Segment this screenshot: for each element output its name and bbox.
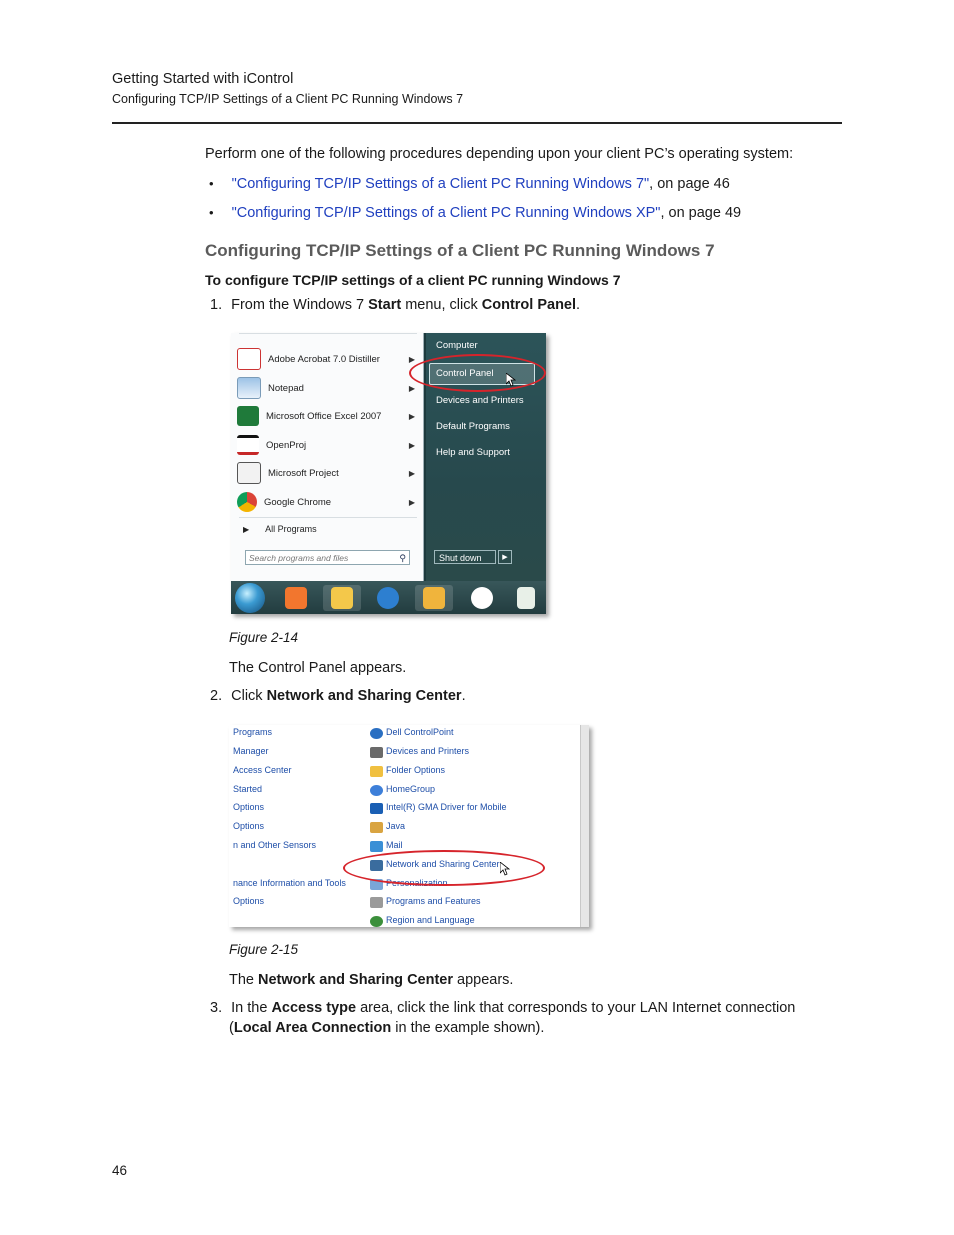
programs-features-icon: [370, 897, 383, 908]
right-item-computer[interactable]: Computer: [436, 340, 478, 351]
taskbar-gtalk[interactable]: [463, 585, 501, 611]
figure-caption-1: Figure 2-14: [229, 630, 299, 645]
link-windows7[interactable]: "Configuring TCP/IP Settings of a Client PC Running Windows 7": [231, 176, 650, 192]
cp-item-programs-features[interactable]: Programs and Features: [386, 896, 481, 906]
openproj-icon: [237, 435, 259, 455]
arrow-right-icon: ▶: [243, 524, 250, 534]
taskbar: [231, 581, 546, 614]
msproject-icon: [237, 462, 261, 484]
acrobat-icon: [237, 348, 261, 370]
right-item-help-support[interactable]: Help and Support: [436, 447, 510, 458]
result-bold: Network and Sharing Center: [258, 972, 453, 988]
header-rule: [112, 122, 842, 124]
right-item-control-panel[interactable]: Control Panel: [436, 368, 494, 379]
chrome-icon: [237, 492, 257, 512]
start-menu-item-chrome[interactable]: [237, 490, 419, 514]
step-text: in the example shown).: [391, 1020, 545, 1036]
running-header-title: Getting Started with iControl: [112, 71, 294, 87]
dell-controlpoint-icon: [370, 728, 383, 739]
cp-left-item[interactable]: Options: [233, 896, 265, 906]
start-menu-item-notepad[interactable]: [237, 376, 419, 400]
start-menu-item-acrobat[interactable]: [237, 347, 419, 371]
search-icon: ⚲: [399, 553, 406, 563]
start-menu-item-excel[interactable]: [237, 404, 419, 428]
step-text: Click: [231, 688, 267, 704]
step-bold: Local Area Connection: [233, 1020, 392, 1036]
result-text: The: [229, 972, 259, 988]
taskbar-outlook[interactable]: [415, 585, 453, 611]
cp-item-folder-options[interactable]: Folder Options: [386, 765, 446, 775]
item-label: Microsoft Office Excel 2007: [266, 410, 382, 422]
item-label: Microsoft Project: [268, 467, 339, 479]
folder-icon: [331, 587, 353, 609]
java-icon: [370, 822, 383, 833]
item-label: Google Chrome: [264, 496, 332, 508]
taskbar-explorer[interactable]: [323, 585, 361, 611]
folder-icon: [370, 766, 383, 777]
bullet-suffix: , on page 49: [660, 205, 742, 221]
step-number: 2.: [210, 688, 223, 704]
control-panel-screenshot: [229, 725, 589, 927]
cp-left-item[interactable]: Started: [233, 784, 263, 794]
start-orb-icon[interactable]: [235, 583, 265, 613]
submenu-arrow-icon: ▶: [408, 497, 415, 507]
step-text: (: [229, 1020, 234, 1036]
shutdown-options-icon[interactable]: ▶: [498, 550, 512, 564]
submenu-arrow-icon: ▶: [408, 468, 415, 478]
cp-left-item[interactable]: Options: [233, 802, 265, 812]
cp-left-item[interactable]: Access Center: [233, 765, 292, 775]
cp-item-java[interactable]: Java: [386, 821, 406, 831]
page-number: 46: [112, 1163, 128, 1178]
submenu-arrow-icon: ▶: [408, 411, 415, 421]
bullet-item-2: [209, 205, 741, 221]
internet-explorer-icon: [377, 587, 399, 609]
divider: [239, 333, 417, 334]
cp-item-intel-gma[interactable]: Intel(R) GMA Driver for Mobile: [386, 802, 507, 812]
step-number: 1.: [210, 297, 223, 313]
right-item-devices-printers[interactable]: Devices and Printers: [436, 395, 524, 406]
submenu-arrow-icon: ▶: [408, 354, 415, 364]
cp-left-item[interactable]: Manager: [233, 746, 269, 756]
step-bold: Network and Sharing Center: [266, 688, 462, 704]
step-text: In the: [231, 1000, 272, 1016]
cp-left-item[interactable]: nance Information and Tools: [233, 878, 346, 888]
step-bold: Start: [368, 297, 402, 313]
step-text: menu, click: [401, 297, 482, 313]
step-bold: Control Panel: [481, 297, 577, 313]
cp-item-region-language[interactable]: Region and Language: [386, 915, 475, 925]
tray-app-icon: [517, 587, 535, 609]
media-player-icon: [285, 587, 307, 609]
outlook-icon: [423, 587, 445, 609]
result-text-1: The Control Panel appears.: [229, 660, 407, 676]
step-3-continued: [229, 1020, 544, 1036]
highlight-ellipse: [409, 354, 546, 392]
bullet-suffix: , on page 46: [649, 176, 730, 192]
scrollbar[interactable]: [580, 725, 589, 927]
intel-gma-icon: [370, 803, 383, 814]
procedure-heading: To configure TCP/IP settings of a client PC running Windows 7: [205, 272, 621, 288]
bullet-dot: •: [209, 205, 214, 220]
region-language-icon: [370, 916, 383, 927]
search-programs-input[interactable]: [245, 550, 410, 565]
step-text: From the Windows 7: [231, 297, 369, 313]
cp-item-personalization[interactable]: Personalization: [386, 878, 448, 888]
step-text: .: [576, 297, 581, 313]
step-number: 3.: [210, 1000, 223, 1016]
bullet-item-1: [209, 176, 730, 192]
section-heading: Configuring TCP/IP Settings of a Client PC Running Windows 7: [205, 241, 715, 260]
cp-item-mail[interactable]: Mail: [386, 840, 403, 850]
printer-icon: [370, 747, 383, 758]
cp-left-item[interactable]: Programs: [233, 727, 273, 737]
step-3: [210, 1000, 795, 1016]
running-header-section: Configuring TCP/IP Settings of a Client PC Running Windows 7: [112, 92, 464, 106]
notepad-icon: [237, 377, 261, 399]
cp-item-devices-printers[interactable]: Devices and Printers: [386, 746, 470, 756]
submenu-arrow-icon: ▶: [408, 383, 415, 393]
submenu-arrow-icon: ▶: [408, 440, 415, 450]
step-text: .: [461, 688, 466, 704]
item-label: All Programs: [265, 524, 317, 534]
step-text: area, click the link that corresponds to your LAN Internet connection: [356, 1000, 796, 1016]
figure-caption-2: Figure 2-15: [229, 942, 299, 957]
step-1: [210, 297, 580, 313]
step-bold: Access type: [271, 1000, 357, 1016]
result-text-2: [229, 972, 513, 988]
all-programs-item[interactable]: [237, 517, 419, 541]
item-label: OpenProj: [266, 439, 307, 451]
excel-icon: [237, 406, 259, 426]
cp-item-network-sharing-center[interactable]: Network and Sharing Center: [386, 859, 500, 869]
homegroup-icon: [370, 785, 383, 796]
item-label: Notepad: [268, 382, 304, 394]
talk-icon: [471, 587, 493, 609]
shutdown-button[interactable]: Shut down: [434, 550, 496, 564]
search-placeholder: Search programs and files: [249, 553, 349, 563]
item-label: Adobe Acrobat 7.0 Distiller: [268, 353, 380, 365]
result-text: appears.: [453, 972, 514, 988]
link-windowsxp[interactable]: "Configuring TCP/IP Settings of a Client PC Running Windows XP": [231, 205, 661, 221]
taskbar-tray[interactable]: [513, 585, 541, 611]
step-2: [210, 688, 466, 704]
cp-item-dell-controlpoint[interactable]: Dell ControlPoint: [386, 727, 454, 737]
start-menu-item-msproject[interactable]: [237, 461, 419, 485]
right-item-default-programs[interactable]: Default Programs: [436, 421, 510, 432]
highlight-ellipse: [343, 850, 545, 886]
bullet-dot: •: [209, 176, 214, 191]
mail-icon: [370, 841, 383, 852]
cp-left-item[interactable]: Options: [233, 821, 265, 831]
start-menu-item-openproj[interactable]: [237, 433, 419, 457]
cp-item-homegroup[interactable]: HomeGroup: [386, 784, 436, 794]
taskbar-ie[interactable]: [369, 585, 407, 611]
cp-left-item[interactable]: n and Other Sensors: [233, 840, 317, 850]
taskbar-media-player[interactable]: [277, 585, 315, 611]
start-menu-programs-pane: [231, 333, 424, 581]
intro-paragraph: Perform one of the following procedures depending upon your client PC’s operating system:: [205, 146, 794, 162]
